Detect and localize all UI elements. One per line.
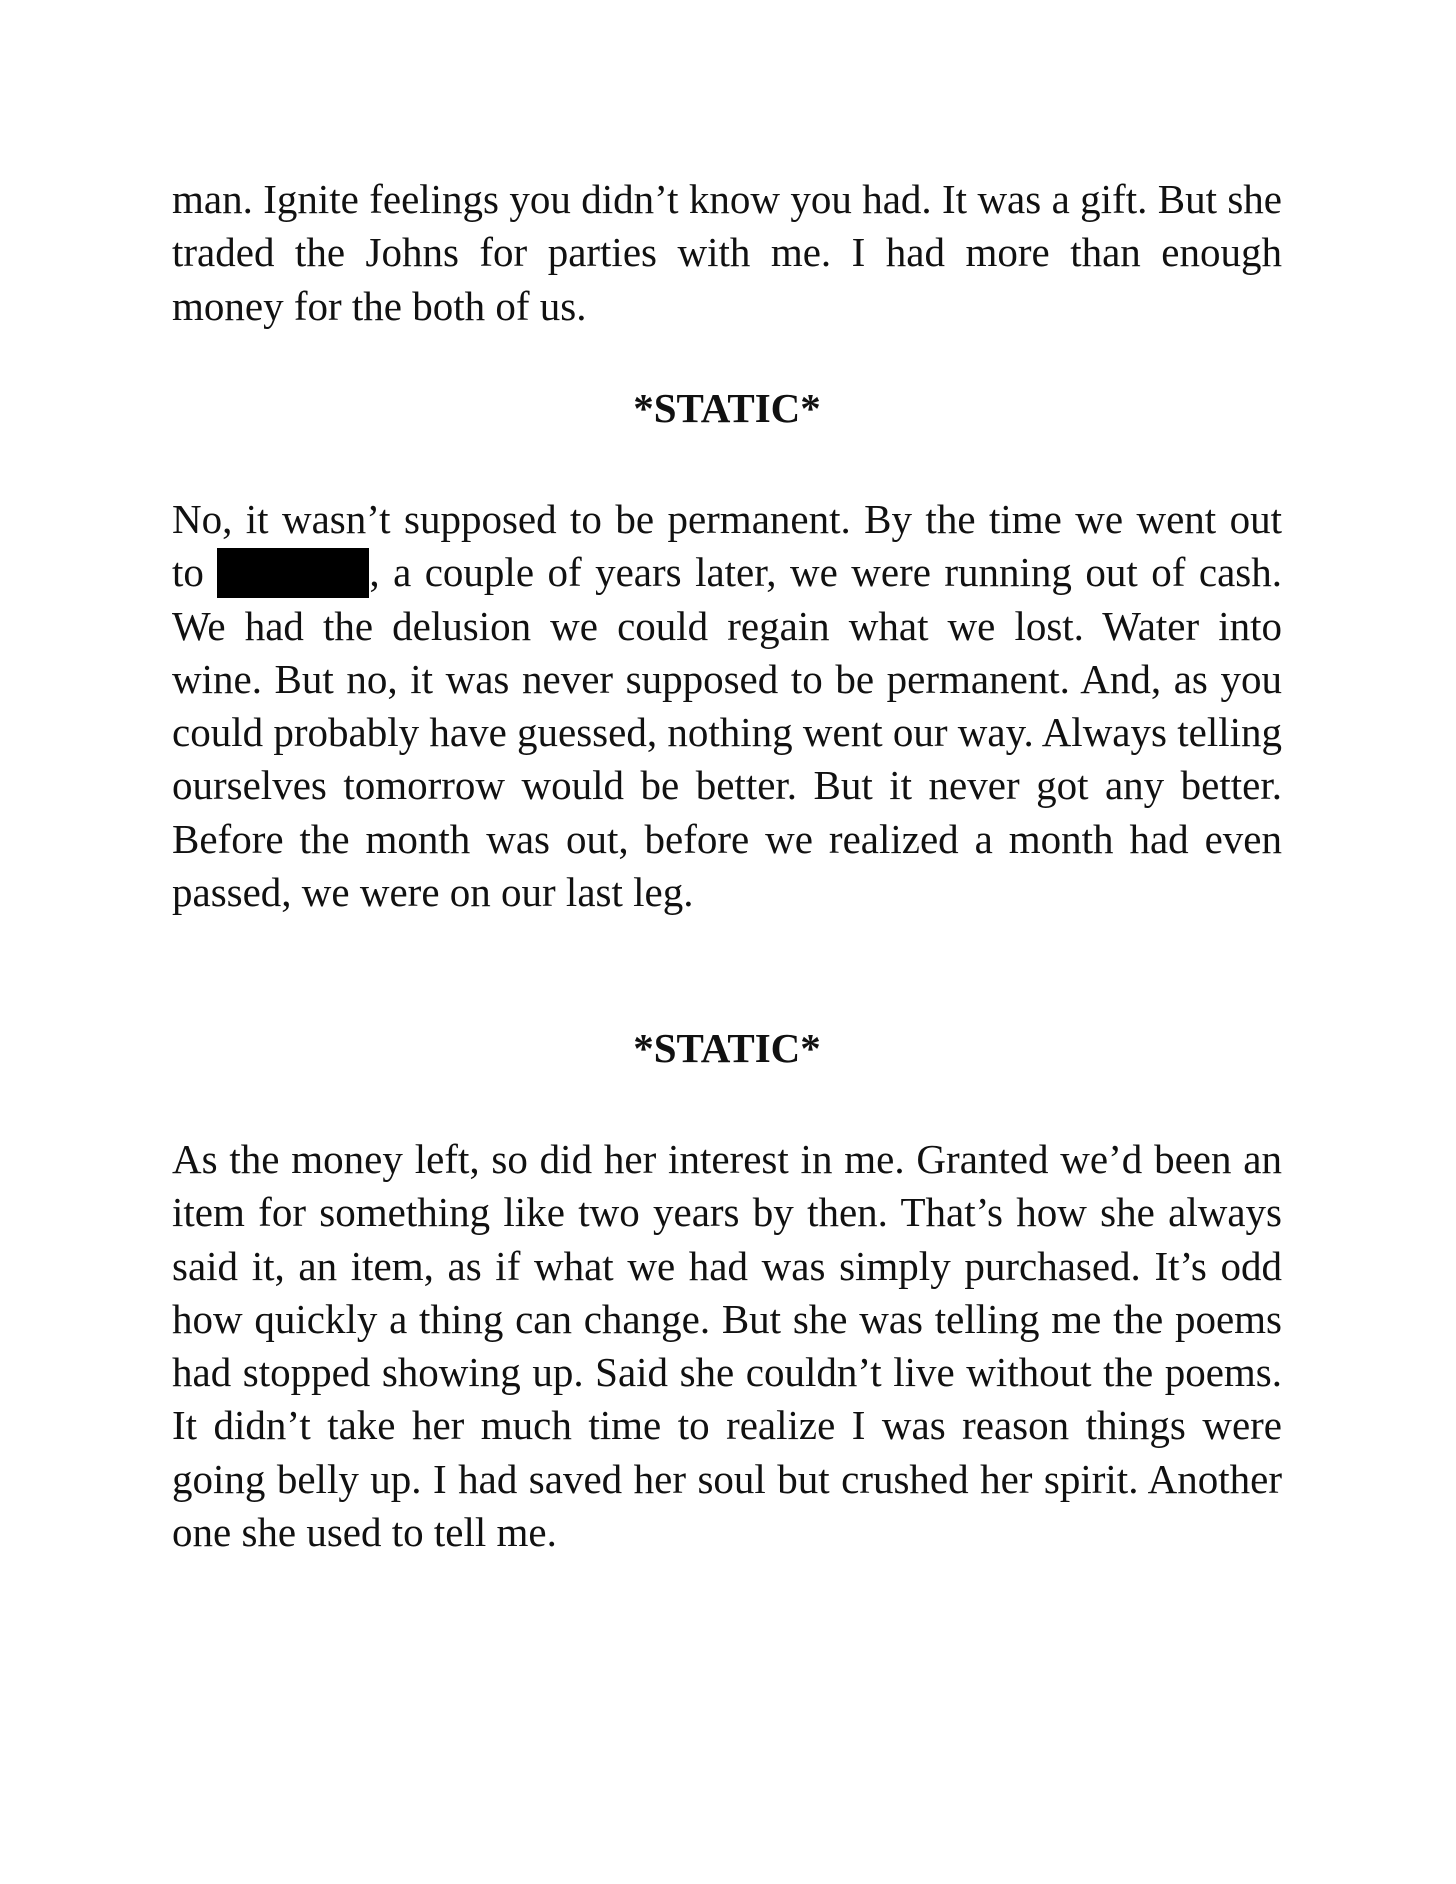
paragraph-permanent-start: No, it wasn’t supposed to be permanent. By the time we went out to	[172, 496, 1282, 596]
paragraph-opening: man. Ignite feelings you didn’t know you had. It was a gift. But she traded the Johns for parties with me. I had more than enough money for the both of us.	[172, 176, 1282, 329]
section-heading-static-1: *STATIC*	[633, 385, 821, 431]
redaction-block	[217, 548, 369, 598]
section-heading-static-2: *STATIC*	[633, 1025, 821, 1071]
paragraph-money-left: As the money left, so did her interest in me. Granted we’d been an item for something like two years by then. That’s how she always said it, an item, as if what we had was simply purchased. It’s odd how quickly a thing can change. But she was telling me the poems had stopped showing up. Said she couldn’t live without the poems. It didn’t take her much time to realize I was reason things were going belly up. I had saved her soul but crushed her spirit. Another one she used to tell me.	[172, 1136, 1282, 1556]
paragraph-permanent	[172, 493, 1282, 919]
paragraph-permanent-rest: , a couple of years later, we were running out of cash. We had the delusion we could regain what we lost. Water into wine. But no, it was never supposed to be permanent. And, as you could probably have guessed, nothing went our way. Always telling ourselves tomorrow would be better. But it never got any better. Before the month was out, before we realized a month had even passed, we were on our last leg.	[172, 549, 1282, 916]
